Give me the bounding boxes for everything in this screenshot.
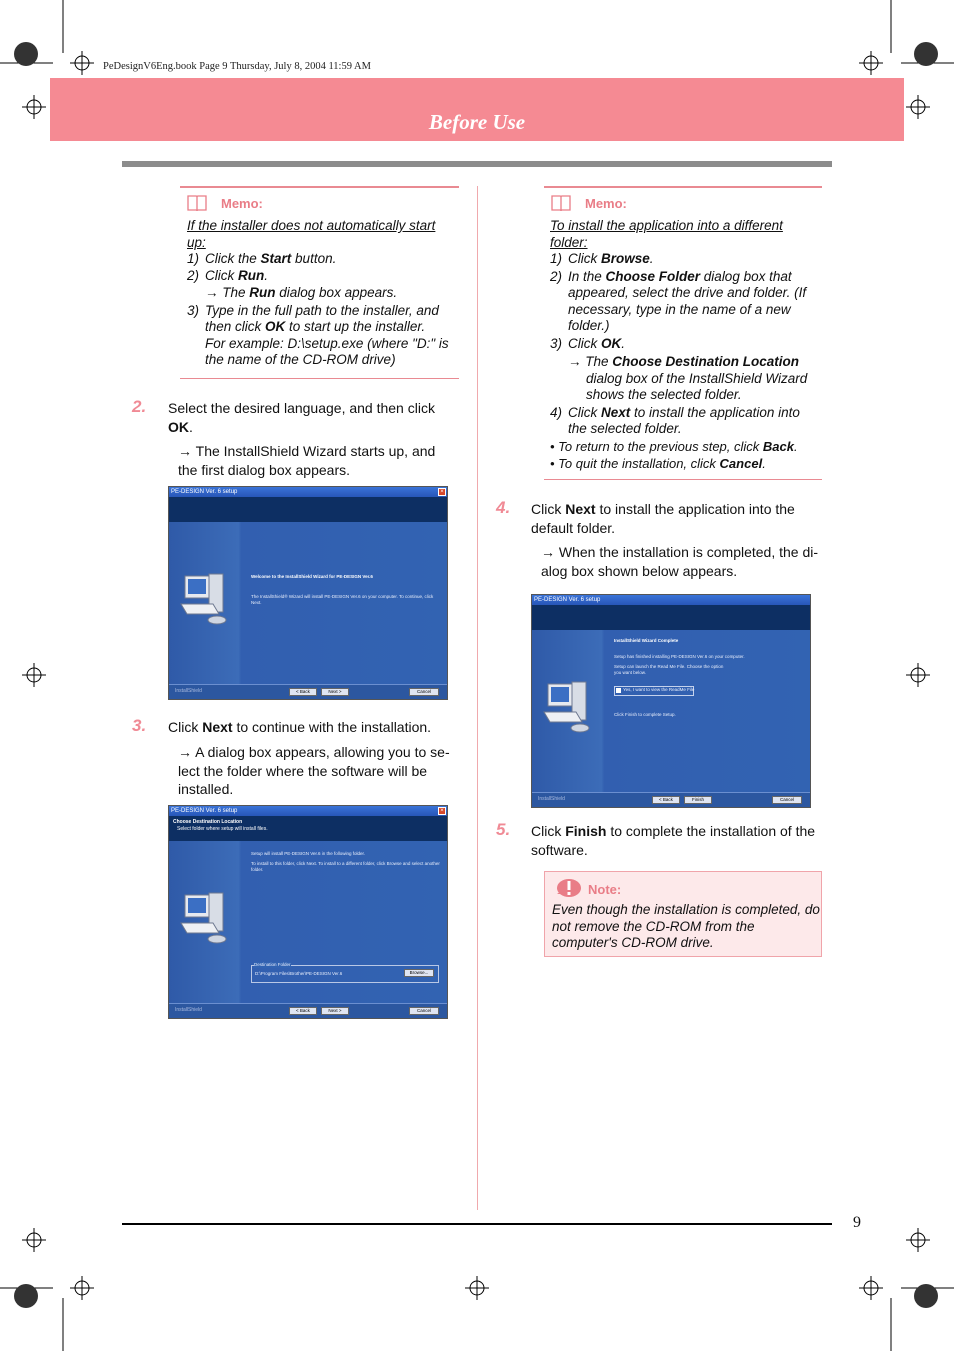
computer-icon bbox=[179, 572, 231, 627]
memo-box: Memo: To install the application into a different folder: 1) Click Browse. 2) In the Choose Folder dialog box that appeared, select the drive and folder. (If necessary, type in the name of a new folder.) 3) Click OK. → The Choose Destination Location dialog box of the InstallShield Wizard shows the selected folder. 4) Click Next to install the application into the selected folder. • To return to the previous step, click Back. • To quit the installation, click Cancel. bbox=[544, 186, 822, 480]
book-icon bbox=[186, 193, 208, 213]
browse-button: Browse... bbox=[404, 969, 434, 977]
back-button: < Back bbox=[652, 796, 680, 804]
cancel-button: Cancel bbox=[409, 688, 439, 696]
step-result: → The InstallShield Wizard starts up, and the first dialog box appears. bbox=[178, 443, 436, 478]
memo-heading: To install the application into a different folder: bbox=[550, 218, 783, 250]
computer-icon bbox=[542, 680, 594, 735]
page-title: Before Use bbox=[428, 110, 526, 134]
destination-dialog-screenshot: PE-DESIGN Ver. 6 setup × Choose Destination Location Select folder where setup will install files. Setup will install PE-DESIGN Ver.6 in the following folder. To install to this folder, click Next. To install to a different folder, click Browse and select another folder. Destination Folder D:\Program Files\Brother\PE-DESIGN Ver.6 Browse... InstallShield < Back Next > Cancel bbox=[168, 805, 448, 1019]
memo-heading: If the installer does not automatically start up: bbox=[187, 218, 436, 250]
column-divider bbox=[477, 186, 478, 1210]
checkbox-icon bbox=[616, 688, 621, 693]
finish-button: Finish bbox=[684, 796, 712, 804]
note-text: Even though the installation is completed, do not remove the CD-ROM from the computer's CD-ROM drive. bbox=[552, 902, 820, 950]
step-number: 4. bbox=[496, 498, 511, 517]
welcome-dialog-screenshot: PE-DESIGN Ver. 6 setup × Welcome to the InstallShield Wizard for PE-DESIGN Ver.6 The InstallShield® Wizard will install PE-DESIGN Ver.6 on your computer. To continue, click Next. InstallShield < Back Next > Cancel bbox=[168, 486, 448, 700]
memo-label: Memo: bbox=[221, 196, 263, 211]
complete-dialog-screenshot: PE-DESIGN Ver. 6 setup InstallShield Wizard Complete Setup has finished installing PE-DESIGN Ver.6 on your computer. Setup can launch the Read Me File. Choose the option you want below. Yes, I want to view the ReadMe File Click Finish to complete Setup. InstallShield < Back Finish Cancel bbox=[531, 594, 811, 808]
print-info: PeDesignV6Eng.book Page 9 Thursday, July 8, 2004 11:59 AM bbox=[103, 61, 371, 72]
next-button: Next > bbox=[321, 1007, 349, 1015]
memo-box: Memo: If the installer does not automatically start up: 1) Click the Start button. 2) Click Run. → The Run dialog box appears. 3) Type in the full path to the installer, and then click OK to start up the installer. For example: D:\setup.exe (where "D:" is the name of the CD-ROM drive) bbox=[180, 186, 459, 379]
cancel-button: Cancel bbox=[772, 796, 802, 804]
back-button: < Back bbox=[289, 688, 317, 696]
step-number: 2. bbox=[132, 397, 147, 416]
step-number: 5. bbox=[496, 820, 511, 839]
step-result: → When the installation is completed, the di-alog box shown below appears. bbox=[541, 544, 819, 579]
back-button: < Back bbox=[289, 1007, 317, 1015]
note-box bbox=[544, 871, 822, 957]
step-result: → A dialog box appears, allowing you to se-lect the folder where the software will be installed. bbox=[178, 744, 450, 797]
footer-rule bbox=[122, 1223, 832, 1225]
header-rule bbox=[122, 161, 832, 167]
page-number: 9 bbox=[853, 1214, 861, 1231]
warning-icon bbox=[555, 878, 583, 898]
step-text: Click Next to install the application into the default folder. bbox=[531, 501, 795, 536]
computer-icon bbox=[179, 891, 231, 946]
cancel-button: Cancel bbox=[409, 1007, 439, 1015]
step-text: Click Next to continue with the installation. bbox=[168, 719, 432, 735]
book-icon bbox=[550, 193, 572, 213]
step-text: Click Finish to complete the installation of the software. bbox=[531, 823, 816, 858]
memo-label: Memo: bbox=[585, 196, 627, 211]
note-label: Note: bbox=[588, 882, 622, 897]
next-button: Next > bbox=[321, 688, 349, 696]
close-icon: × bbox=[438, 488, 446, 496]
close-icon: × bbox=[438, 807, 446, 815]
step-number: 3. bbox=[132, 716, 147, 735]
step-text: Select the desired language, and then click OK. bbox=[168, 400, 435, 435]
